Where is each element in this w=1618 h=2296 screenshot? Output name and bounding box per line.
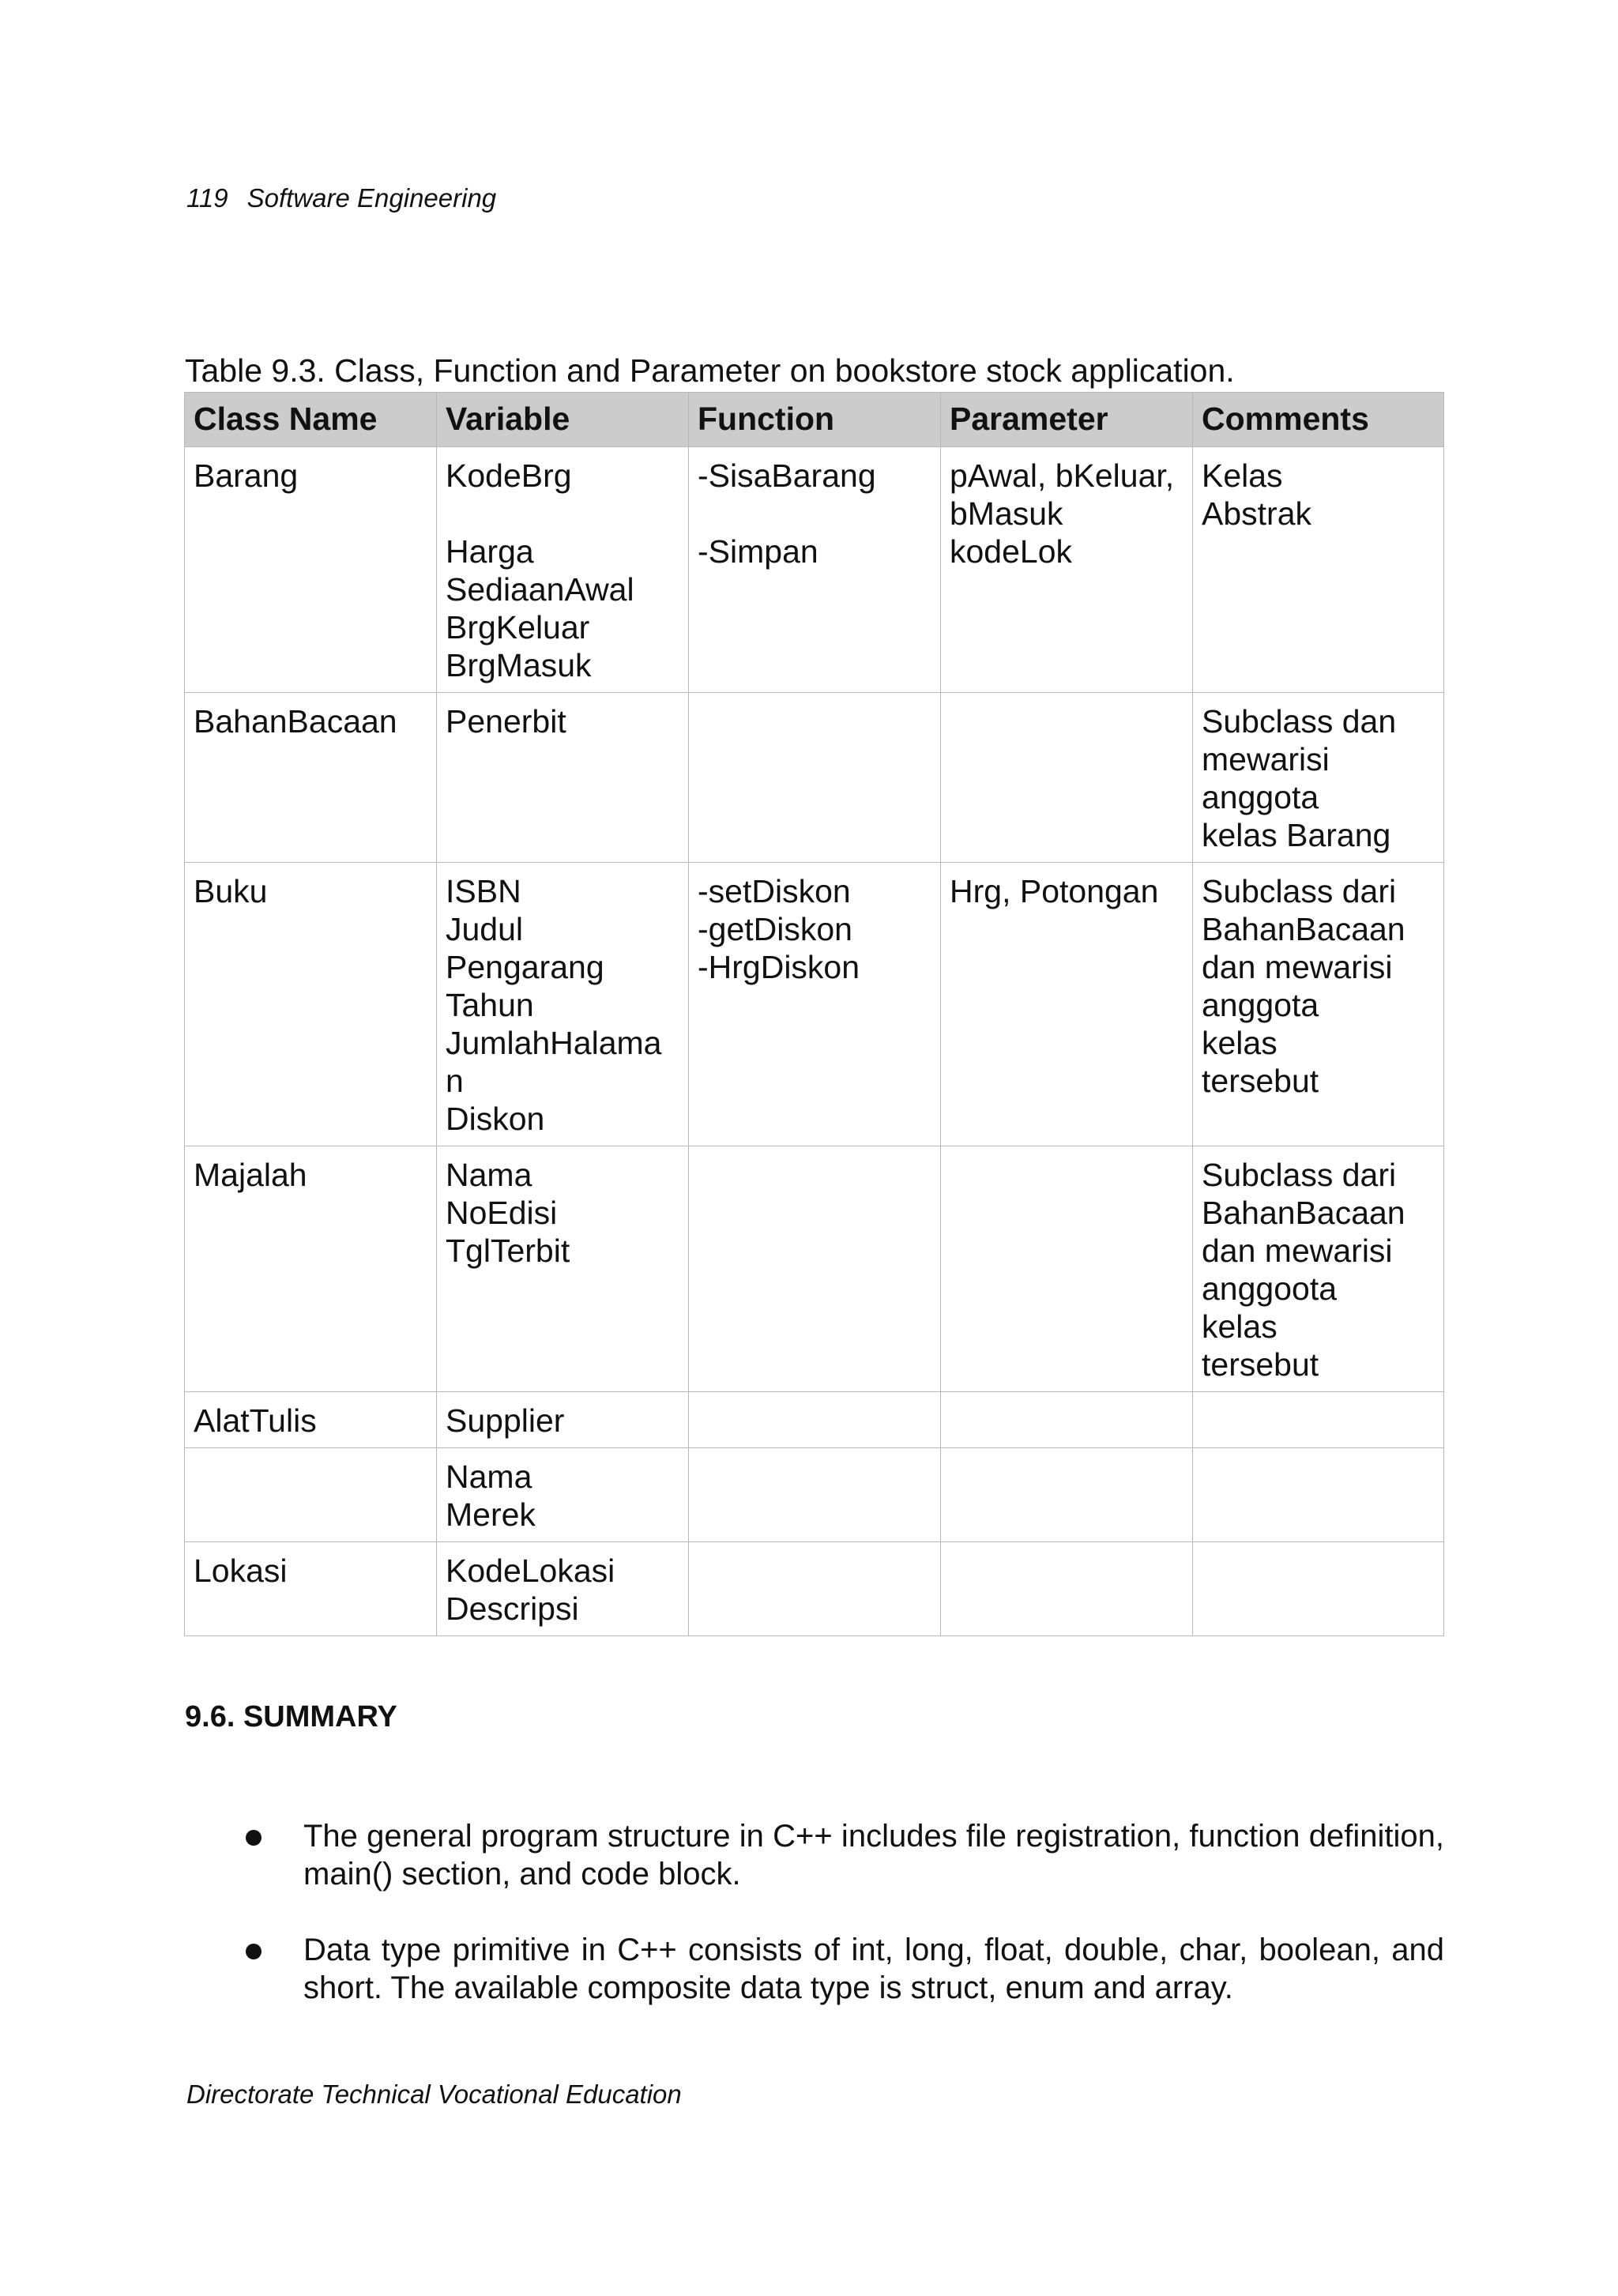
cell-comments — [1193, 863, 1444, 1146]
cell-line: KodeLokasi — [446, 1553, 615, 1589]
header-title: Software Engineering — [246, 183, 497, 213]
table-row — [185, 1448, 1444, 1542]
cell-line: tersebut — [1202, 1346, 1319, 1383]
running-footer: Directorate Technical Vocational Education — [186, 2080, 682, 2109]
cell-line: mewarisi — [1202, 741, 1330, 777]
col-header-comments: Comments — [1193, 393, 1444, 447]
cell-class-name: BahanBacaan — [185, 693, 437, 863]
cell-parameter — [941, 447, 1193, 693]
cell-line: -Simpan — [698, 533, 818, 570]
cell-variable — [437, 863, 689, 1146]
cell-variable — [437, 1146, 689, 1392]
cell-line: Supplier — [446, 1402, 565, 1439]
cell-line: pAwal, bKeluar, — [950, 457, 1175, 494]
summary-title: 9.6. SUMMARY — [185, 1700, 397, 1733]
table-row — [185, 1392, 1444, 1448]
cell-parameter — [941, 863, 1193, 1146]
summary-list — [185, 1817, 1444, 2045]
table-row — [185, 1542, 1444, 1636]
cell-line: -getDiskon — [698, 911, 852, 947]
cell-line: anggota — [1202, 779, 1319, 815]
cell-function — [689, 447, 941, 693]
cell-comments — [1193, 1542, 1444, 1636]
cell-line: BrgMasuk — [446, 647, 592, 683]
cell-line: Abstrak — [1202, 495, 1311, 532]
cell-line: SediaanAwal — [446, 571, 634, 608]
cell-parameter — [941, 1146, 1193, 1392]
summary-bullet-text: Data type primitive in C++ consists of int, long, float, double, char, boolean, and short. The available composite data type is struct, enum and array. — [303, 1933, 1444, 2005]
cell-line: n — [446, 1063, 464, 1099]
col-header-parameter: Parameter — [941, 393, 1193, 447]
cell-class-name: Lokasi — [185, 1542, 437, 1636]
table-row — [185, 447, 1444, 693]
col-header-variable: Variable — [437, 393, 689, 447]
cell-line: bMasuk — [950, 495, 1063, 532]
running-header — [186, 183, 496, 213]
cell-function — [689, 1542, 941, 1636]
cell-comments — [1193, 1392, 1444, 1448]
cell-line: Merek — [446, 1496, 536, 1533]
cell-line: dan mewarisi — [1202, 949, 1393, 985]
bullet-icon — [246, 1830, 262, 1846]
cell-variable — [437, 693, 689, 863]
cell-line: BahanBacaan — [1202, 911, 1405, 947]
cell-line: TglTerbit — [446, 1233, 570, 1269]
cell-function — [689, 863, 941, 1146]
cell-line: Hrg, Potongan — [950, 873, 1159, 909]
cell-line: Tahun — [446, 987, 534, 1023]
cell-comments — [1193, 447, 1444, 693]
cell-line: BrgKeluar — [446, 609, 590, 646]
cell-line: Nama — [446, 1157, 532, 1193]
page-number: 119 — [186, 183, 228, 213]
cell-line: Subclass dari — [1202, 1157, 1397, 1193]
cell-line: Nama — [446, 1459, 532, 1495]
cell-line: kelas — [1202, 1025, 1277, 1061]
cell-function — [689, 1392, 941, 1448]
cell-line: Penerbit — [446, 703, 566, 740]
col-header-class-name: Class Name — [185, 393, 437, 447]
cell-line: Descripsi — [446, 1590, 579, 1627]
cell-line: dan mewarisi — [1202, 1233, 1393, 1269]
class-function-table — [184, 392, 1444, 1636]
cell-line: -setDiskon — [698, 873, 851, 909]
cell-spacer — [446, 495, 679, 533]
cell-class-name: Buku — [185, 863, 437, 1146]
cell-line: Subclass dari — [1202, 873, 1397, 909]
cell-line: BahanBacaan — [1202, 1195, 1405, 1231]
cell-line: Kelas — [1202, 457, 1283, 494]
cell-line: Diskon — [446, 1101, 545, 1137]
cell-spacer — [698, 495, 931, 533]
table-header-row — [185, 393, 1444, 447]
cell-variable — [437, 447, 689, 693]
table-row — [185, 863, 1444, 1146]
cell-line: kelas — [1202, 1308, 1277, 1345]
cell-variable — [437, 1392, 689, 1448]
summary-bullet — [185, 1817, 1444, 1893]
cell-line: -SisaBarang — [698, 457, 876, 494]
cell-line: anggoota — [1202, 1270, 1338, 1307]
cell-function — [689, 693, 941, 863]
cell-line: KodeBrg — [446, 457, 572, 494]
cell-comments — [1193, 1448, 1444, 1542]
cell-class-name: Barang — [185, 447, 437, 693]
cell-parameter — [941, 1448, 1193, 1542]
cell-comments — [1193, 1146, 1444, 1392]
cell-line: ISBN — [446, 873, 521, 909]
cell-line: tersebut — [1202, 1063, 1319, 1099]
cell-line: Subclass dan — [1202, 703, 1397, 740]
cell-parameter — [941, 1392, 1193, 1448]
cell-parameter — [941, 1542, 1193, 1636]
summary-bullet-text: The general program structure in C++ includes file registration, function definition, main() section, and code block. — [303, 1819, 1444, 1891]
cell-variable — [437, 1542, 689, 1636]
cell-line: JumlahHalama — [446, 1025, 662, 1061]
cell-function — [689, 1146, 941, 1392]
summary-bullet — [185, 1931, 1444, 2007]
cell-line: NoEdisi — [446, 1195, 558, 1231]
cell-class-name: Majalah — [185, 1146, 437, 1392]
table-row — [185, 1146, 1444, 1392]
cell-line: Harga — [446, 533, 534, 570]
cell-line: kelas Barang — [1202, 817, 1391, 853]
cell-parameter — [941, 693, 1193, 863]
cell-function — [689, 1448, 941, 1542]
table-row — [185, 693, 1444, 863]
cell-class-name: AlatTulis — [185, 1392, 437, 1448]
cell-line: Pengarang — [446, 949, 604, 985]
table-caption: Table 9.3. Class, Function and Parameter on bookstore stock application. — [185, 352, 1235, 389]
col-header-function: Function — [689, 393, 941, 447]
cell-comments — [1193, 693, 1444, 863]
cell-line: kodeLok — [950, 533, 1073, 570]
cell-line: -HrgDiskon — [698, 949, 860, 985]
bullet-icon — [246, 1944, 262, 1959]
cell-variable — [437, 1448, 689, 1542]
cell-line: Judul — [446, 911, 524, 947]
cell-line: anggota — [1202, 987, 1319, 1023]
cell-class-name — [185, 1448, 437, 1542]
